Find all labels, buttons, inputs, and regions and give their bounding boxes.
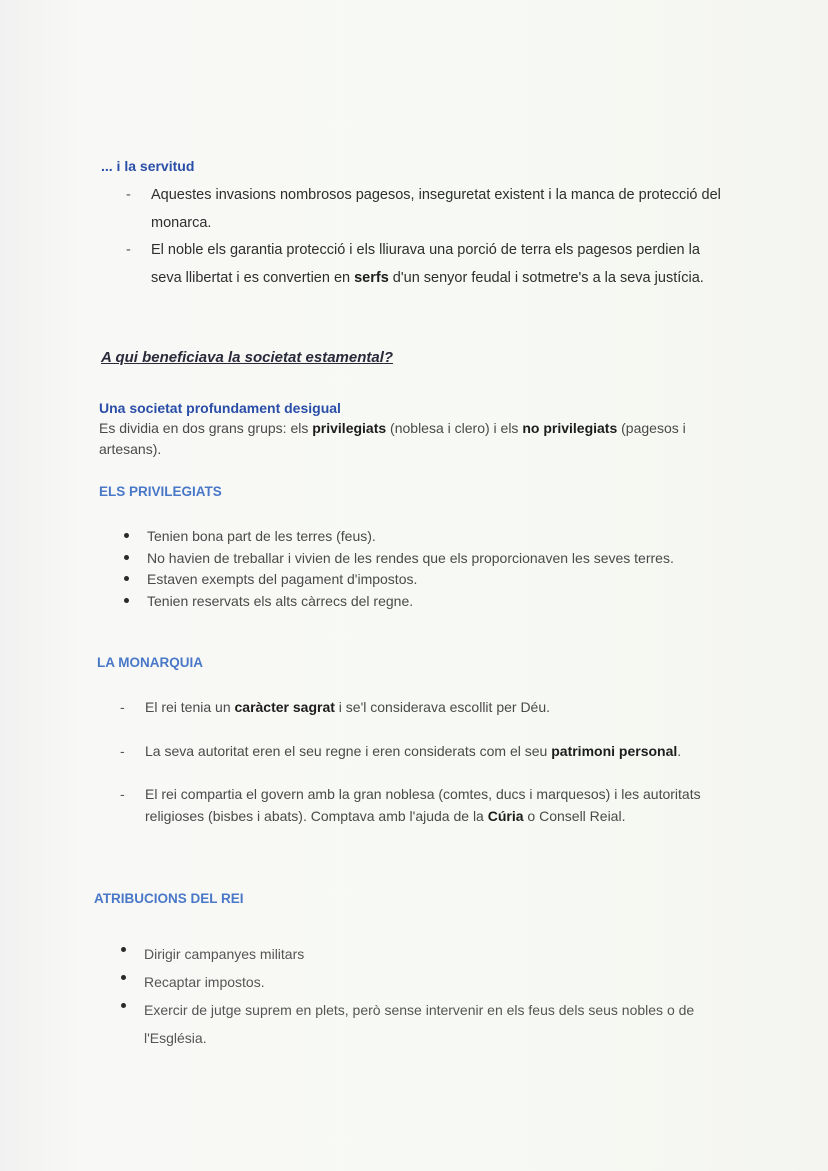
- list-item: Estaven exempts del pagament d'impostos.: [147, 569, 717, 591]
- list-item: Tenien bona part de les terres (feus).: [147, 526, 717, 548]
- section-title: A qui beneficiava la societat estamental?: [101, 349, 394, 366]
- list-item: - El rei compartia el govern amb la gran noblesa (comtes, ducs i marquesos) i les autoritats religioses (bisbes i abats). Comptava amb l'ajuda de la Cúria o Consell Reial.: [145, 784, 730, 827]
- monarquia-heading: LA MONARQUIA: [97, 655, 203, 670]
- list-item: - La seva autoritat eren el seu regne i eren considerats com el seu patrimoni personal.: [145, 741, 730, 763]
- atribucions-heading: ATRIBUCIONS DEL REI: [94, 891, 244, 906]
- list-item: - El noble els garantia protecció i els lliurava una porció de terra els pagesos perdien la seva llibertat i es convertien en serfs d'un senyor feudal i sotmetre's a la seva justícia.: [151, 237, 726, 292]
- privilegiats-heading: ELS PRIVILEGIATS: [99, 484, 222, 499]
- list-item: No havien de treballar i vivien de les rendes que els proporcionaven les seves terres.: [147, 548, 717, 570]
- desigual-heading: Una societat profundament desigual: [99, 400, 341, 416]
- atribucions-list: [144, 940, 734, 1052]
- list-item: Exercir de jutge suprem en plets, però sense intervenir en els feus dels seus nobles o de l'Església.: [144, 996, 734, 1052]
- servitud-list: [151, 182, 726, 292]
- list-item: - El rei tenia un caràcter sagrat i se'l considerava escollit per Déu.: [145, 697, 730, 719]
- privilegiats-list: [147, 526, 717, 612]
- list-item: Tenien reservats els alts càrrecs del regne.: [147, 591, 717, 613]
- desigual-paragraph: Es dividia en dos grans grups: els privilegiats (noblesa i clero) i els no privilegiats (pagesos i artesans).: [99, 420, 686, 457]
- monarquia-list: [145, 697, 730, 827]
- list-item: - Aquestes invasions nombrosos pagesos, inseguretat existent i la manca de protecció del monarca.: [151, 182, 726, 237]
- servitud-heading: ... i la servitud: [101, 158, 195, 174]
- list-item: Dirigir campanyes militars: [144, 940, 734, 968]
- list-item: Recaptar impostos.: [144, 968, 734, 996]
